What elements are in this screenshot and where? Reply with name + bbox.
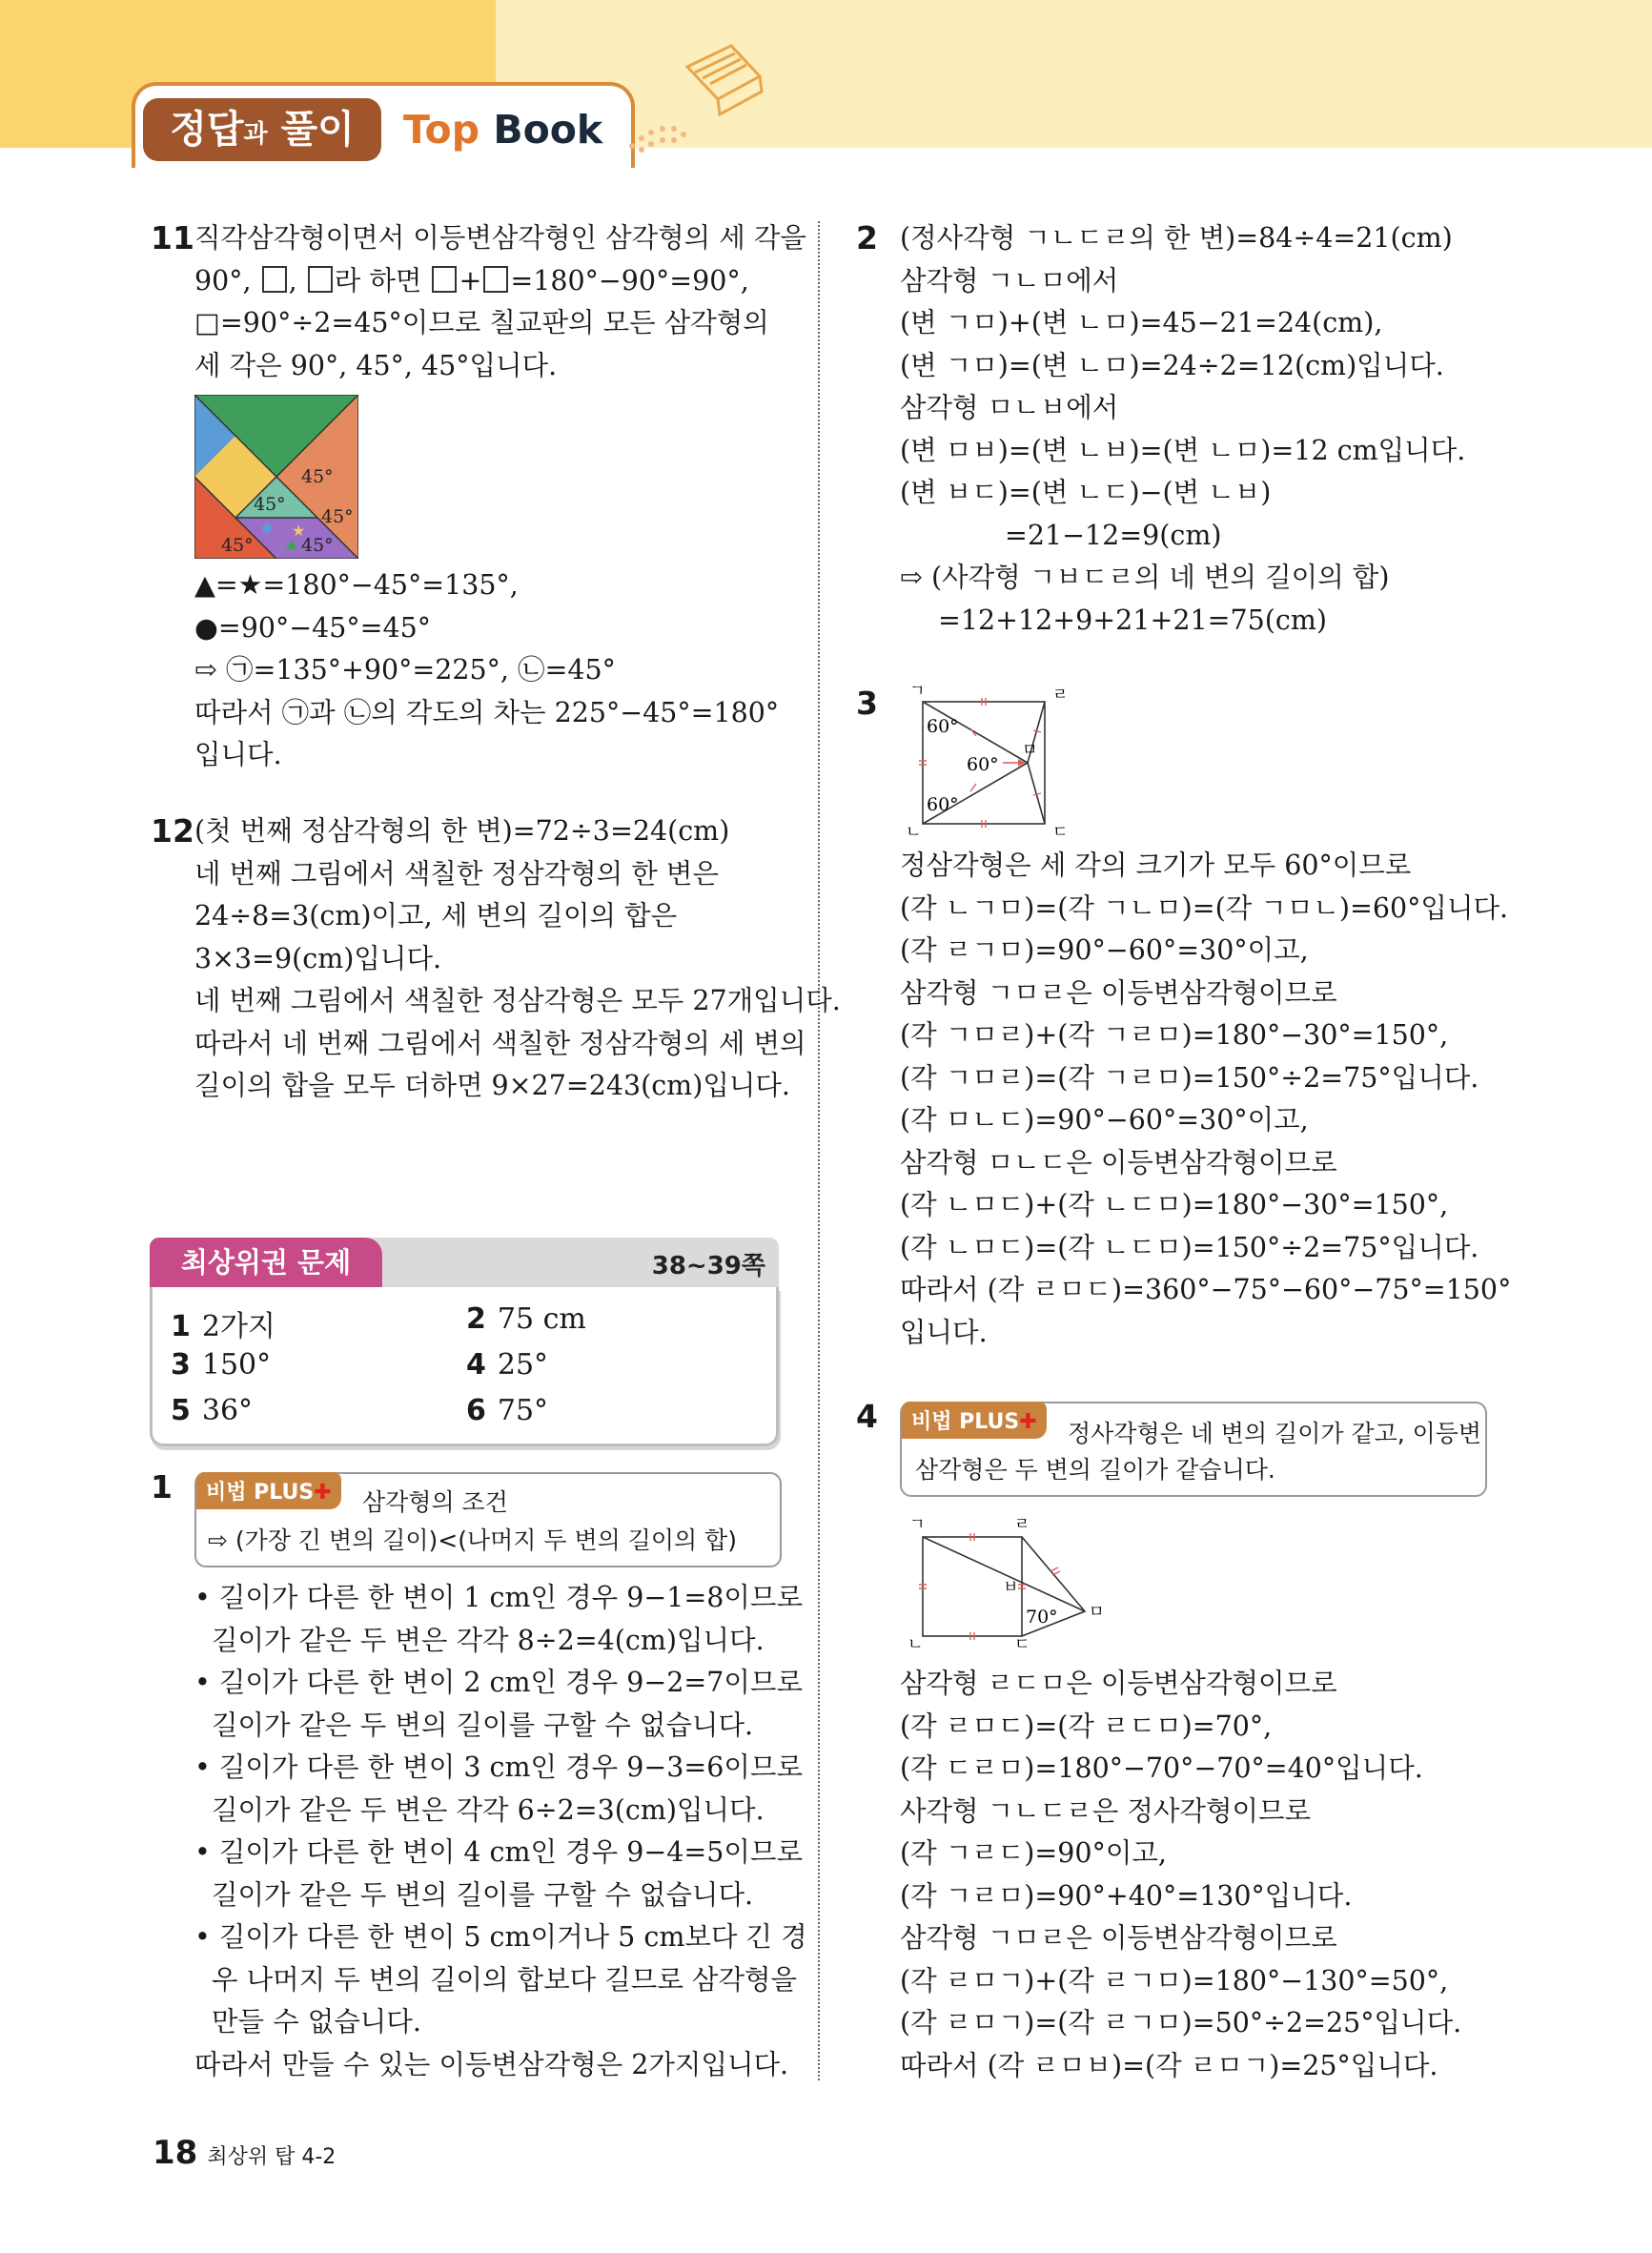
fig3-label-d: ㄷ — [1052, 823, 1069, 837]
problem-4-figure — [900, 1510, 1119, 1653]
problem-11-number: 11 — [151, 219, 194, 256]
answer-item-4: 4 25° — [466, 1348, 549, 1382]
star-mark-icon: ★ — [292, 522, 306, 540]
fig3-label-n: ㄴ — [906, 823, 922, 837]
page-number: 18 — [153, 2134, 198, 2172]
fig3-label-m: ㅁ — [1022, 741, 1038, 760]
problem-4-tip-line2: 삼각형은 두 변의 길이가 같습니다. — [915, 1456, 1275, 1484]
fig3-label-r: ㄹ — [1052, 686, 1069, 705]
answer-item-6: 6 75° — [466, 1394, 549, 1427]
answer-item-5: 5 36° — [171, 1394, 254, 1427]
fig4-label-r: ㄹ — [1014, 1515, 1030, 1534]
problem-3-solution: 정삼각형은 세 각의 크기가 모두 60°이므로 (각 ㄴㄱㅁ)=(각 ㄱㄴㅁ)=(각 ㄱㅁㄴ)=60°입니다. (각 ㄹㄱㅁ)=90°−60°=30°이고, 삼각형 ㄱㅁㄹ은 이등변삼각형이므로 (각 ㄱㅁㄹ)+(각 ㄱㄹㅁ)=180°−30°=150°, (각 ㄱㅁㄹ)=(각 ㄱㄹㅁ)=150°÷2=75°입니다. (각 ㅁㄴㄷ)=90°−60°=30°이고, 삼각형 ㅁㄴㄷ은 이등변삼각형이므로 (각 ㄴㅁㄷ)+(각 ㄴㄷㅁ)=180°−30°=150°, (각 ㄴㅁㄷ)=(각 ㄴㄷㅁ)=150°÷2=75°입니다. 따라서 (각 ㄹㅁㄷ)=360°−75°−60°−75°=150° 입니다. — [900, 850, 1512, 1348]
problem-2-text: (정사각형 ㄱㄴㄷㄹ의 한 변)=84÷4=21(cm) 삼각형 ㄱㄴㅁ에서 (변 ㄱㅁ)+(변 ㄴㅁ)=45−21=24(cm), (변 ㄱㅁ)=(변 ㄴㅁ)=24÷2=12(cm)입니다. 삼각형 ㅁㄴㅂ에서 (변 ㅁㅂ)=(변 ㄴㅂ)=(변 ㄴㅁ)=12 cm입니다. (변 ㅂㄷ)=(변 ㄴㄷ)−(변 ㄴㅂ) =21−12=9(cm) ⇨ (사각형 ㄱㅂㄷㄹ의 네 변의 길이의 합) =12+12+9+21+21=75(cm) — [900, 222, 1466, 636]
tangram-label-5: 45° — [301, 535, 334, 556]
tangram-label-3: 45° — [321, 506, 354, 527]
circle-mark-icon — [262, 523, 272, 533]
problem-4-number: 4 — [856, 1398, 878, 1435]
tangram-label-4: 45° — [221, 535, 254, 556]
fig4-label-d: ㄷ — [1014, 1635, 1030, 1653]
problem-3-number: 3 — [856, 685, 878, 722]
tangram-label-2: 45° — [254, 494, 286, 515]
problem-11-text: 직각삼각형이면서 이등변삼각형인 삼각형의 세 각을 90°, , 라 하면 + =180°−90°=90°, □=90°÷2=45°이므로 칠교판의 모든 삼각형의 세 각은 90°, 45°, 45°입니다. — [194, 222, 806, 381]
problem-1-solution: • 길이가 다른 한 변이 1 cm인 경우 9−1=8이므로 길이가 같은 두 변은 각각 8÷2=4(cm)입니다. • 길이가 다른 한 변이 2 cm인 경우 9−2=7이므로 길이가 같은 두 변의 길이를 구할 수 없습니다. • 길이가 다른 한 변이 3 cm인 경우 9−3=6이므로 길이가 같은 두 변은 각각 6÷2=3(cm)입니다. • 길이가 다른 한 변이 4 cm인 경우 9−4=5이므로 길이가 같은 두 변의 길이를 구할 수 없습니다. • 길이가 다른 한 변이 5 cm이거나 5 cm보다 긴 경 우 나머지 두 변의 길이의 합보다 길므로 삼각형을 만들 수 없습니다. 따라서 만들 수 있는 이등변삼각형은 2가지입니다. — [194, 1582, 807, 2080]
problem-4-solution: 삼각형 ㄹㄷㅁ은 이등변삼각형이므로 (각 ㄹㅁㄷ)=(각 ㄹㄷㅁ)=70°, (각 ㄷㄹㅁ)=180°−70°−70°=40°입니다. 사각형 ㄱㄴㄷㄹ은 정사각형이므로 (각 ㄱㄹㄷ)=90°이고, (각 ㄱㄹㅁ)=90°+40°=130°입니다. 삼각형 ㄱㅁㄹ은 이등변삼각형이므로 (각 ㄹㅁㄱ)+(각 ㄹㄱㅁ)=180°−130°=50°, (각 ㄹㅁㄱ)=(각 ㄹㄱㅁ)=50°÷2=25°입니다. 따라서 (각 ㄹㅁㅂ)=(각 ㄹㅁㄱ)=25°입니다. — [900, 1668, 1462, 2081]
fig4-label-b: ㅂ — [1003, 1578, 1019, 1597]
answer-item-2: 2 75 cm — [466, 1302, 586, 1336]
answer-item-3: 3 150° — [171, 1348, 272, 1382]
problem-4-tip-line1: 정사각형은 네 변의 길이가 같고, 이등변 — [1068, 1420, 1482, 1447]
book-name: Top Book — [403, 107, 603, 153]
section-title: 정답과 풀이 — [143, 98, 381, 161]
fig3-angle-1: 60° — [927, 716, 959, 737]
plus-icon: ✚ — [1019, 1410, 1037, 1434]
fig3-angle-3: 60° — [927, 794, 959, 815]
answer-pages: 38~39쪽 — [651, 1252, 765, 1280]
answer-summary-box — [150, 1238, 779, 1449]
tangram-figure — [194, 395, 358, 559]
problem-1-tip-body: ⇨ (가장 긴 변의 길이)<(나머지 두 변의 길이의 합) — [208, 1526, 738, 1554]
book-deco-icon — [682, 38, 767, 119]
problem-2-number: 2 — [856, 219, 878, 256]
problem-12-number: 12 — [151, 812, 194, 850]
problem-1-number: 1 — [151, 1468, 173, 1505]
fig4-angle-1: 70° — [1026, 1607, 1058, 1628]
fig4-label-n: ㄴ — [908, 1635, 924, 1653]
page-footer — [153, 2134, 336, 2172]
answer-title: 최상위권 문제 — [150, 1238, 382, 1287]
fig4-label-g: ㄱ — [909, 1515, 926, 1534]
footer-book-title: 최상위 탑 4-2 — [207, 2145, 337, 2169]
plus-icon: ✚ — [314, 1481, 332, 1505]
problem-3-figure — [900, 685, 1081, 837]
dots-deco-icon — [624, 100, 691, 157]
fig3-label-g: ㄱ — [909, 685, 926, 701]
problem-4-tip-tag: 비법 PLUS✚ — [902, 1402, 1047, 1439]
problem-1-tip-title: 삼각형의 조건 — [362, 1488, 508, 1516]
tangram-label-1: 45° — [301, 466, 334, 487]
problem-1-tip-tag: 비법 PLUS✚ — [196, 1472, 341, 1509]
column-divider — [818, 221, 820, 2080]
fig3-angle-2: 60° — [967, 754, 999, 775]
problem-11-solution: ▲=★=180°−45°=135°, ●=90°−45°=45° ⇨ ㉠=135°+90°=225°, ㉡=45° 따라서 ㉠과 ㉡의 각도의 차는 225°−45°=180° 입니다. — [194, 569, 780, 770]
answer-item-1: 1 2가지 — [171, 1310, 275, 1343]
problem-12-text: (첫 번째 정삼각형의 한 변)=72÷3=24(cm) 네 번째 그림에서 색칠한 정삼각형의 한 변은 24÷8=3(cm)이고, 세 변의 길이의 합은 3×3=9(cm)입니다. 네 번째 그림에서 색칠한 정삼각형은 모두 27개입니다. 따라서 네 번째 그림에서 색칠한 정삼각형의 세 변의 길이의 합을 모두 더하면 9×27=243(cm)입니다. — [194, 815, 841, 1101]
fig4-label-m: ㅁ — [1089, 1603, 1105, 1622]
